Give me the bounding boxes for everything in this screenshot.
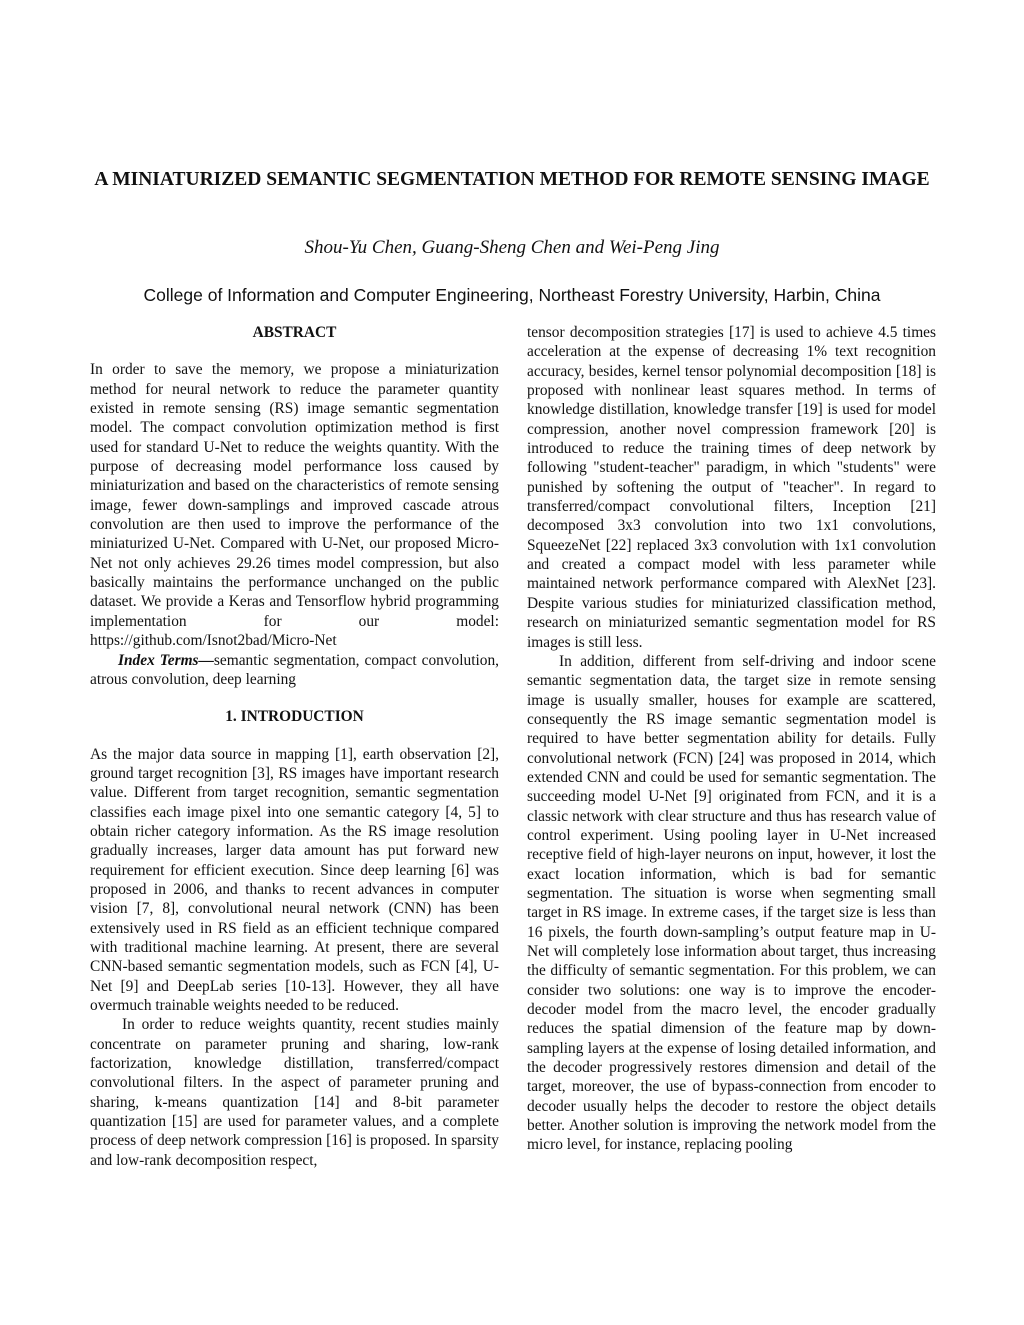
introduction-heading: 1. INTRODUCTION (225, 708, 364, 726)
index-terms-text: semantic segmentation, compact convolution, atrous convolution, deep learning (90, 651, 499, 688)
right-column (527, 323, 936, 1155)
intro-paragraph: tensor decomposition strategies [17] is used to achieve 4.5 times acceleration at the expense of decreasing 1% text recognition accuracy, besides, kernel tensor polynomial decomposition [18] is proposed with nonlinear least squares method. In terms of knowledge distillation, knowledge transfer [19] is used for model compression, another novel compression framework [20] is introduced to reduce the training times of deep network by following "student-teacher" paradigm, in which "students" were punished by softening the output of "teacher". In regard to transferred/compact convolutional filters, Inception [21] decomposed 3x3 convolution into two 1x1 convolutions, SqueezeNet [22] replaced 3x3 convolution with 1x1 convolution and created a compact model with less parameter while maintained network performance compared with AlexNet [23]. Despite various studies for miniaturized classification method, research on miniaturized semantic segmentation model for RS images is still less. (527, 324, 936, 651)
intro-paragraph: In order to reduce weights quantity, recent studies mainly concentrate on parameter pruning and sharing, low-rank factorization, knowledge distillation, transferred/compact convolutional filters. In the aspect of parameter pruning and sharing, k-means quantization [14] and 8-bit parameter quantization [15] are used for parameter values, and a complete process of deep network compression [16] is proposed. In sparsity and low-rank decomposition respect, (90, 1016, 499, 1169)
left-column (90, 323, 499, 1170)
paper-title: A MINIATURIZED SEMANTIC SEGMENTATION METHOD FOR REMOTE SENSING IMAGE (94, 169, 930, 190)
intro-paragraph: As the major data source in mapping [1], earth observation [2], ground target recognition [3], RS images have important research value. Different from target recognition, semantic segmentation classifies each image pixel into one semantic category [4, 5] to obtain richer category information. As the RS image resolution gradually increases, larger data amount has put forward new requirement for efficient execution. Since deep learning [6] was proposed in 2006, and thanks to recent advances in computer vision [7, 8], convolutional neural network (CNN) has been extensively used in RS field as an efficient technique compared with traditional machine learning. At present, there are several CNN-based semantic segmentation models, such as FCN [4], U-Net [9] and DeepLab series [10-13]. However, they all have overmuch trainable weights needed to be reduced. (90, 745, 499, 1014)
index-terms (90, 651, 499, 690)
intro-paragraph: In addition, different from self-driving and indoor scene semantic segmentation data, the target size in remote sensing image is usually smaller, houses for example are scattered, consequently the RS image semantic segmentation model is required to have better segmentation ability for details. Fully convolutional network (FCN) [24] was proposed in 2014, which extended CNN and could be used for semantic segmentation. The succeeding model U-Net [9] originated from FCN, and it is a classic network with clear structure and thus has research value of control experiment. Using pooling layer in U-Net increased receptive field of high-layer neurons on input, however, it lost the exact location information, which is bad for semantic segmentation. The situation is worse when segmenting small target in RS image. In extreme cases, if the target size is less than 16 pixels, the fourth down-sampling’s output feature map in U-Net will completely lose information about target, thus increasing the difficulty of semantic segmentation. For this problem, we can consider two solutions: one way is to improve the encoder-decoder model from the macro level, the encoder gradually reduces the spatial dimension of the feature map by down-sampling layers at the expense of losing detailed information, and the decoder progressively restores dimension and detail of the target, moreover, the use of bypass-connection from encoder to decoder usually helps the decoder to restore the object details better. Another solution is improving the network model from the micro level, for instance, replacing pooling (527, 652, 936, 1154)
paper-affiliation: College of Information and Computer Engineering, Northeast Forestry University, Harbin, China (143, 285, 881, 305)
abstract-text: In order to save the memory, we propose a miniaturization method for neural network to reduce the parameter quantity existed in remote sensing (RS) image semantic segmentation model. The compact convolution optimization method is first used for standard U-Net to reduce the weights quantity. With the purpose of decreasing model performance loss caused by miniaturization and based on the characteristics of remote sensing image, fewer down-samplings and improved cascade atrous convolution are then used to improve the performance of the miniaturized U-Net. Compared with U-Net, our proposed Micro-Net not only achieves 29.26 times model compression, but also basically maintains the performance unchanged on the public dataset. We provide a Keras and Tensorflow hybrid programming implementation for our model: https://github.com/Isnot2bad/Micro-Net (90, 361, 499, 650)
paper-authors: Shou-Yu Chen, Guang-Sheng Chen and Wei-Peng Jing (304, 237, 720, 258)
index-terms-label: Index Terms— (118, 651, 214, 669)
abstract-heading: ABSTRACT (252, 324, 337, 341)
